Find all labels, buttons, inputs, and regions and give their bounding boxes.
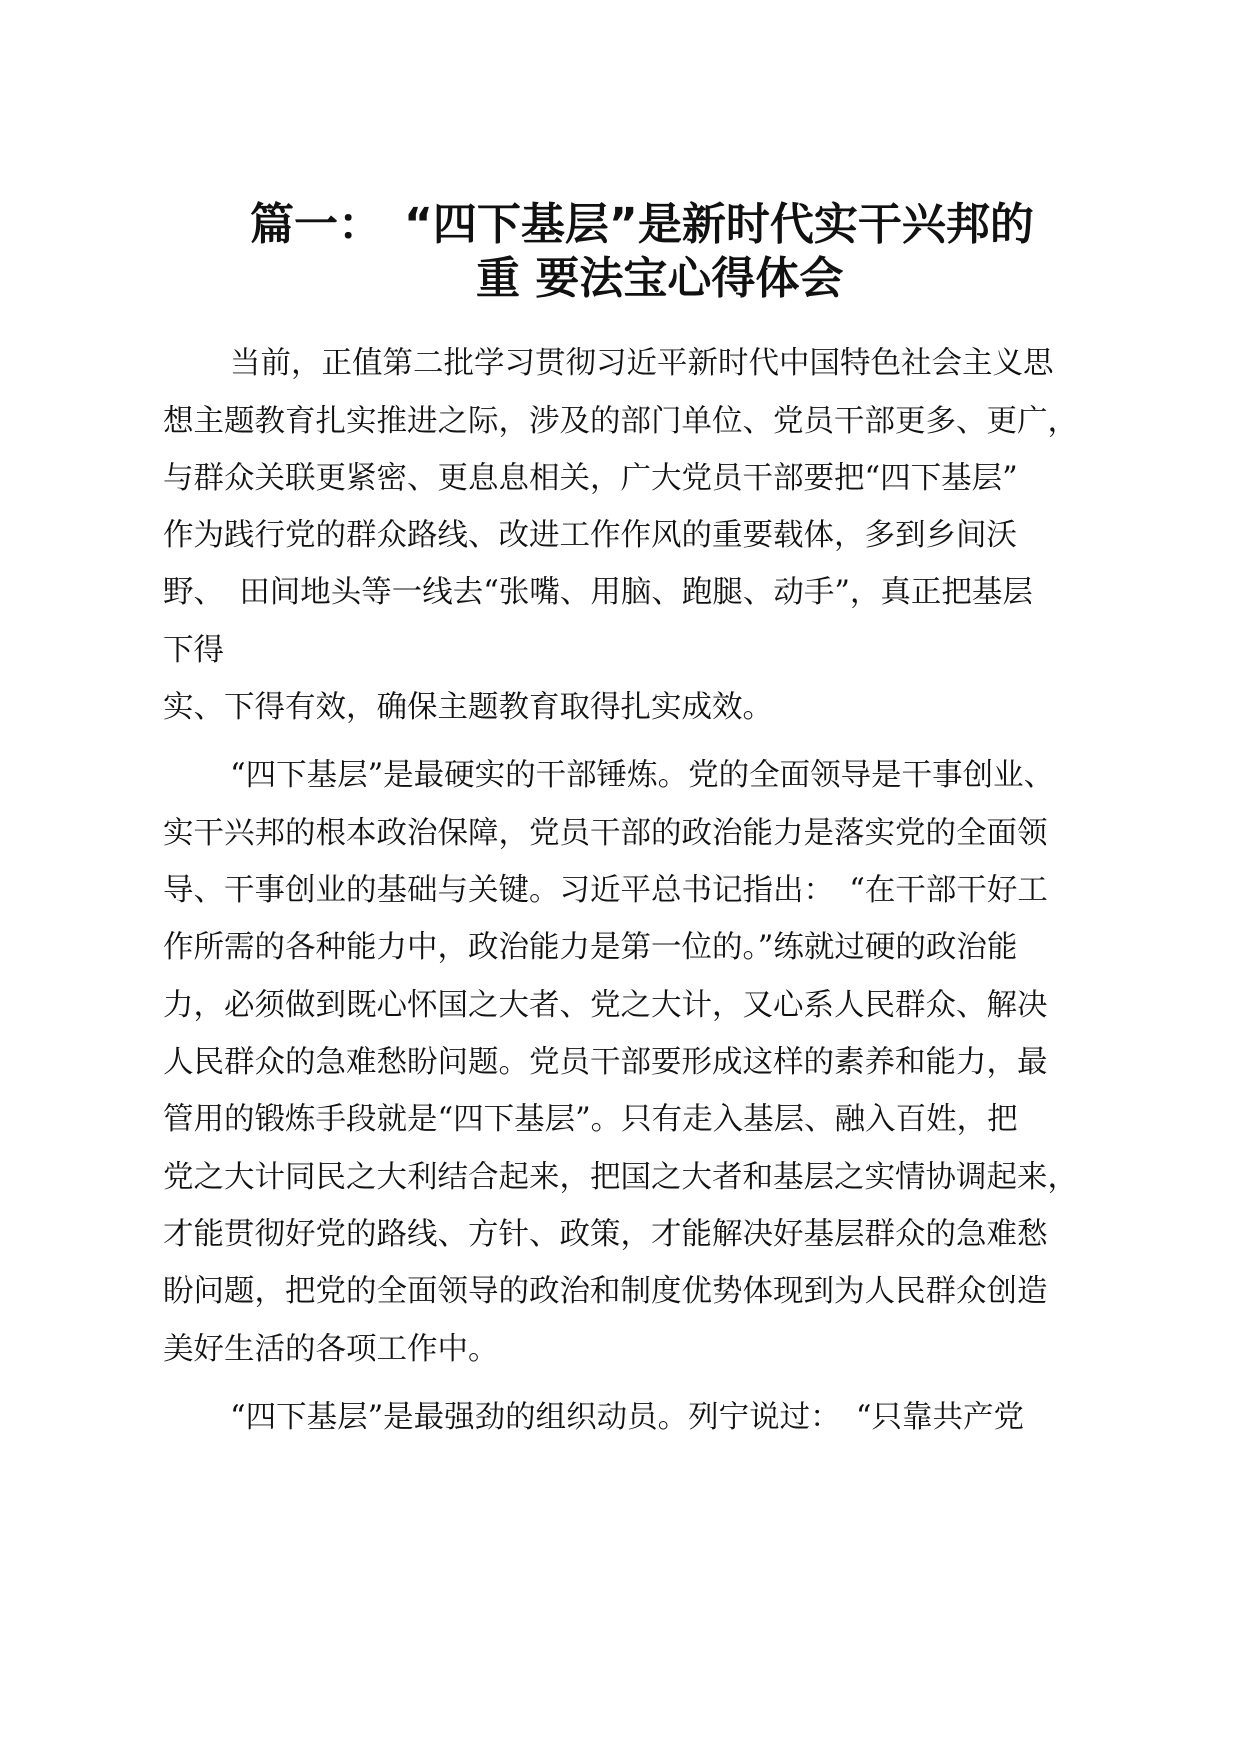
paragraph-1-line-7: 实、下得有效，确保主题教育取得扎实成效。 — [163, 690, 773, 725]
paragraph-2-line-2: 实干兴邦的根本政治保障，党员干部的政治能力是落实党的全面领 — [163, 816, 1048, 851]
paragraph-2-line-7: 管用的锻炼手段就是“四下基层”。只有走入基层、融入百姓，把 — [163, 1102, 1018, 1137]
paragraph-1-line-3: 与群众关联更紧密、更息息相关，广大党员干部要把“四下基层” — [163, 461, 1018, 496]
paragraph-1-line-6: 下得 — [163, 633, 224, 668]
paragraph-2-line-6: 人民群众的急难愁盼问题。党员干部要形成这样的素养和能力，最 — [163, 1045, 1048, 1080]
paragraph-2-line-11: 美好生活的各项工作中。 — [163, 1332, 499, 1367]
paragraph-2-line-9: 才能贯彻好党的路线、方针、政策，才能解决好基层群众的急难愁 — [163, 1217, 1048, 1252]
paragraph-2-line-3: 导、干事创业的基础与关键。习近平总书记指出： “在干部干好工 — [163, 873, 1048, 908]
paragraph-2-line-8: 党之大计同民之大利结合起来，把国之大者和基层之实情协调起来， — [163, 1160, 1078, 1195]
paragraph-1-line-2: 想主题教育扎实推进之际，涉及的部门单位、党员干部更多、更广， — [163, 404, 1078, 439]
paragraph-1-line-5: 野、 田间地头等一线去“张嘴、用脑、跑腿、动手”，真正把基层 — [163, 575, 1033, 610]
document-title-line-1: 篇一： “四下基层”是新时代实干兴邦的 — [250, 199, 1034, 250]
paragraph-2-line-5: 力，必须做到既心怀国之大者、党之大计，又心系人民群众、解决 — [163, 988, 1048, 1023]
paragraph-2-line-10: 盼问题，把党的全面领导的政治和制度优势体现到为人民群众创造 — [163, 1274, 1048, 1309]
paragraph-2-line-4: 作所需的各种能力中，政治能力是第一位的。”练就过硬的政治能 — [163, 930, 1018, 965]
document-title-line-2: 重 要法宝心得体会 — [476, 253, 844, 304]
paragraph-2-line-1: “四下基层”是最硬实的干部锤炼。党的全面领导是干事创业、 — [230, 758, 1055, 793]
paragraph-1-line-4: 作为践行党的群众路线、改进工作作风的重要载体，多到乡间沃 — [163, 518, 1017, 553]
paragraph-3-line-1: “四下基层”是最强劲的组织动员。列宁说过： “只靠共产党 — [230, 1400, 1025, 1435]
paragraph-1-line-1: 当前，正值第二批学习贯彻习近平新时代中国特色社会主义思 — [230, 346, 1054, 381]
